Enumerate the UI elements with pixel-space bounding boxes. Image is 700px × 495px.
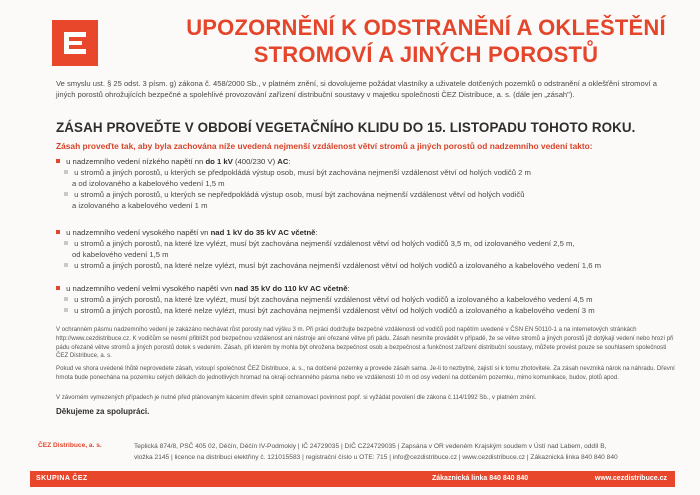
footer-address-line: vložka 2145 | licence na distribuci elektřiny č. 121015583 | registrační číslo u OTE: 715 | info@cezdistribuce.cz | www.cezdistribuce.cz | Zákaznická linka 840 840 840: [134, 453, 618, 461]
permit-paragraph: V závorném vymezených případech je nutné před plánovaným kácením dřevin splnit oznamovací povinnost popř. si vyžádat povolení dle zákona č.114/1992 Sb., v platném znění.: [56, 394, 537, 401]
section-heading-suffix: (400/230 V): [234, 157, 276, 166]
list-item: [56, 294, 686, 305]
list-item-line: u stromů a jiných porostů, u kterých se předpokládá výstup osob, musí být zachována nejmenší vzdálenost větví od holých vodičů 2 m: [74, 168, 531, 177]
section-heading-ac: AC: [277, 157, 289, 166]
footer-company: ČEZ Distribuce, a. s.: [38, 442, 102, 449]
intro-paragraph: Ve smyslu ust. § 25 odst. 3 písm. g) zákona č. 458/2000 Sb., v platném znění, si dovolujeme požádat vlastníky a uživatele dotčených pozemků o odstranění a oklešťění stromoví a jiných porostů ohrožujících bezpečné a spolehlivé provozování zařízení distribuční soustavy v majetku společnosti ČEZ Distribuce, a. s. (dále jen „zásah").: [56, 79, 657, 100]
distance-subheading: Zásah proveďte tak, aby byla zachována níže uvedená nejmenší vzdálenost větví stromů a jiných porostů od nadzemního vedení takto:: [56, 141, 593, 151]
title-line-1: UPOZORNĚNÍ K ODSTRANĚNÍ A OKLEŠTĚNÍ: [186, 15, 666, 40]
section-low-voltage: [56, 156, 686, 211]
section-heading-text: u nadzemního vedení vysokého napětí vn: [66, 228, 209, 237]
list-item: [56, 260, 686, 271]
list-item-line: a od izolovaného a kabelového vedení 1,5 m: [72, 179, 225, 188]
group-label: SKUPINA ČEZ: [36, 475, 88, 482]
list-item-line: u stromů a jiných porostů, u kterých se nepředpokládá výstup osob, musí být zachována nejmenší vzdálenost větví od holých vodičů: [74, 190, 525, 199]
footer-bar: [30, 471, 675, 487]
website-link[interactable]: www.cezdistribuce.cz: [594, 475, 667, 482]
section-heading-text: u nadzemního vedení nízkého napětí nn: [66, 157, 204, 166]
deadline-headline: ZÁSAH PROVEĎTE V OBDOBÍ VEGETAČNÍHO KLIDU DO 15. LISTOPADU TOHOTO ROKU.: [56, 120, 636, 135]
hotline-text: Zákaznická linka 840 840 840: [432, 475, 529, 482]
list-item-line: u stromů a jiných porostů, na které lze vylézt, musí být zachována nejmenší vzdálenost větví od holých vodičů 3,5 m, od izolovaného vedení 2,5 m,: [74, 239, 575, 248]
list-item-line: a izolovaného a kabelového vedení 1 m: [72, 201, 208, 210]
thanks-text: Děkujeme za spolupráci.: [56, 407, 150, 416]
list-item: [56, 167, 686, 189]
page-title: [176, 14, 676, 68]
section-heading-voltage: nad 35 kV do 110 kV AC včetně: [234, 284, 348, 293]
protection-zone-paragraph: V ochranném pásmu nadzemního vedení je zakázáno nechávat růst porosty nad výšku 3 m. Při práci dodržujte bezpečné vzdálenosti od vodičů pod napětím uvedené v ČSN EN 50110-1 a na internetových stránkách http://www.cezdistribuce.cz. K vodičům se nesmí přiblížit pod bezpečnou vzdálenost ani nástroje ani ořezané větve při pádu. Zásah nesmíte provádět v případě, že se větve stromů a jiných porostů již dotýkají vedení nebo hrozí při pádu ořezané větve stromů a jiných porostů dotek s vedením. Zásah, při kterém by mohla být ohrožena bezpečnost osob a bezpečnost a funkčnost zařízení distribuční soustavy, můžete provést pouze se souhlasem společnosti ČEZ Distribuce, a. s.: [56, 326, 674, 360]
footer-address-line: Teplická 874/8, PSČ 405 02, Děčín, Děčín IV-Podmokly | IČ 24729035 | DIČ CZ24729035 | Zapsána v OR vedeném Krajským soudem v Ústí nad Labem, oddíl B,: [134, 443, 607, 450]
enforcement-paragraph: Pokud ve shora uvedené lhůtě neprovedete zásah, vstoupí společnost ČEZ Distribuce, a. s., na dotčené pozemky a provede zásah sama. Je-li to nezbytné, zajistí si k tomu zhotovitele. Za zásah nevzniká nárok na náhradu. Dřevní hmota bude ponechána na pozemku celých délkách do jednotlivých hromad na okraji ochranného pásma nebo ve vzdálenosti 10 m od osy vedení na dotčeném pozemku, mimo komunikace, budov, plotů apod.: [56, 365, 675, 381]
cez-logo: [52, 20, 98, 66]
list-item: [56, 238, 686, 260]
list-item-line: u stromů a jiných porostů, na které lze vylézt, musí být zachována nejmenší vzdálenost větví od holých vodičů a izolovaného a kabelového vedení 4,5 m: [74, 295, 593, 304]
title-line-2: STROMOVÍ A JINÝCH POROSTŮ: [253, 42, 599, 67]
list-item: [56, 305, 686, 316]
section-heading-voltage: nad 1 kV do 35 kV AC včetně: [210, 228, 316, 237]
list-item-line: u stromů a jiných porostů, na které nelze vylézt, musí být zachována nejmenší vzdálenost větví od holých vodičů a izolovaného a kabelového vedení 1,6 m: [74, 261, 602, 270]
cez-logo-icon: [52, 20, 98, 66]
section-heading-text: u nadzemního vedení velmi vysokého napětí vvn: [66, 284, 233, 293]
section-very-high-voltage: [56, 283, 686, 316]
list-item: [56, 189, 686, 211]
list-item-line: od kabelového vedení 1,5 m: [72, 250, 169, 259]
section-heading: u nadzemního vedení vysokého napětí vn nad 1 kV do 35 kV AC včetně:: [56, 227, 686, 238]
section-heading: u nadzemního vedení velmi vysokého napětí vvn nad 35 kV do 110 kV AC včetně:: [56, 283, 686, 294]
section-high-voltage: [56, 227, 686, 271]
footer-address: [134, 442, 674, 463]
section-heading: u nadzemního vedení nízkého napětí nn do 1 kV (400/230 V) AC:: [56, 156, 686, 167]
list-item-line: u stromů a jiných porostů, na které nelze vylézt, musí být zachována nejmenší vzdálenost větví od holých vodičů a izolovaného a kabelového vedení 3 m: [74, 306, 595, 315]
section-heading-voltage: do 1 kV: [205, 157, 233, 166]
